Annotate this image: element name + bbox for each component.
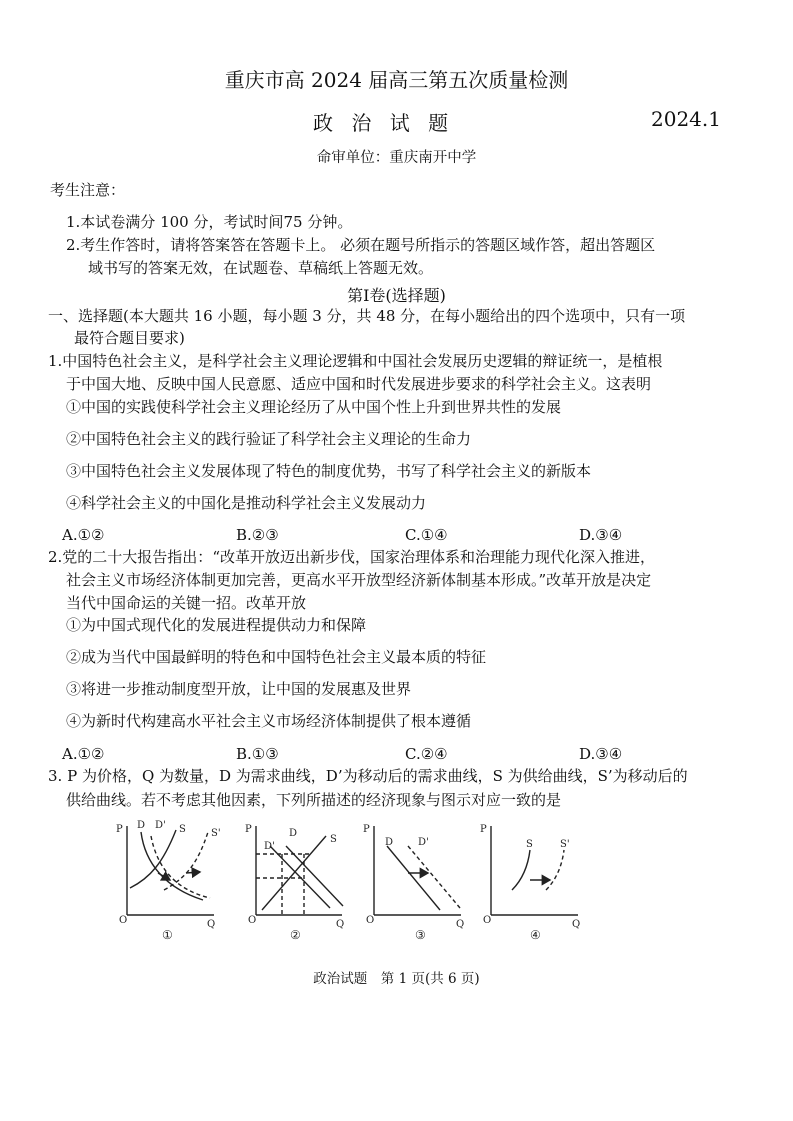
q2-stem-3: 当代中国命运的关键一招。改革开放 xyxy=(66,594,307,612)
notice-item-2: 2.考生作答时，请将答案答在答题卡上。 必须在题号所指示的答题区域作答，超出答题区 xyxy=(66,236,656,254)
fig4-label-s: S xyxy=(526,839,533,850)
fig1-caption: ① xyxy=(162,928,173,942)
q1-statement-1: ①中国的实践使科学社会主义理论经历了从中国个性上升到世界共性的发展 xyxy=(66,398,562,416)
q1-stem-2: 于中国大地、反映中国人民意愿、适应中国和时代发展进步要求的科学社会主义。这表明 xyxy=(66,375,652,393)
q2-statement-3: ③将进一步推动制度型开放，让中国的发展惠及世界 xyxy=(66,680,412,698)
q2-option-a[interactable]: A.①② xyxy=(62,745,105,763)
q2-statement-2: ②成为当代中国最鲜明的特色和中国特色社会主义最本质的特征 xyxy=(66,648,487,666)
q1-option-c[interactable]: C.①④ xyxy=(405,526,448,544)
fig1-label-d2: D' xyxy=(155,820,166,831)
section-intro-1: 一、选择题(本大题共 16 小题，每小题 3 分，共 48 分，在每小题给出的四个选项中，只有一项 xyxy=(48,307,686,325)
fig2-caption: ② xyxy=(290,928,301,942)
q2-option-c[interactable]: C.②④ xyxy=(405,745,448,763)
q1-stem-1: 1.中国特色社会主义，是科学社会主义理论逻辑和中国社会发展历史逻辑的辩证统一，是植根 xyxy=(48,352,663,370)
fig1-axis-q: Q xyxy=(207,919,216,930)
q3-figures xyxy=(0,818,793,948)
q2-option-b[interactable]: B.①③ xyxy=(236,745,279,763)
fig3-caption: ③ xyxy=(415,928,426,942)
fig2-axis-q: Q xyxy=(336,919,345,930)
fig1-label-s2: S' xyxy=(211,828,221,839)
exam-date: 2024.1 xyxy=(651,107,721,131)
fig3-origin: O xyxy=(366,915,375,926)
q1-option-a[interactable]: A.①② xyxy=(62,526,105,544)
fig4-origin: O xyxy=(483,915,492,926)
q1-statement-3: ③中国特色社会主义发展体现了特色的制度优势，书写了科学社会主义的新版本 xyxy=(66,462,592,480)
q2-statement-4: ④为新时代构建高水平社会主义市场经济体制提供了根本遵循 xyxy=(66,712,472,730)
fig1-origin: O xyxy=(119,915,128,926)
fig1-label-d: D xyxy=(137,820,146,831)
fig4-axis-q: Q xyxy=(572,919,581,930)
q3-stem-2: 供给曲线。若不考虑其他因素，下列所描述的经济现象与图示对应一致的是 xyxy=(66,791,562,809)
fig2-origin: O xyxy=(248,915,257,926)
setter-unit: 命审单位：重庆南开中学 xyxy=(316,150,477,166)
fig3-axis-p: P xyxy=(363,824,370,835)
fig4-caption: ④ xyxy=(530,928,541,942)
q1-option-d[interactable]: D.③④ xyxy=(579,526,623,544)
fig1-label-s: S xyxy=(179,824,186,835)
fig3-label-d: D xyxy=(385,837,394,848)
notice-item-1: 1.本试卷满分 100 分，考试时间75 分钟。 xyxy=(66,213,353,231)
fig3-axis-q: Q xyxy=(456,919,465,930)
notice-item-2-cont: 域书写的答案无效，在试题卷、草稿纸上答题无效。 xyxy=(88,259,434,277)
section-title: 第Ⅰ卷(选择题) xyxy=(347,286,446,305)
fig2-axis-p: P xyxy=(245,824,252,835)
fig2-label-d: D xyxy=(289,828,298,839)
fig1-axis-p: P xyxy=(116,824,123,835)
fig4-axis-p: P xyxy=(480,824,487,835)
fig3-label-d2: D' xyxy=(418,837,429,848)
exam-title: 重庆市高 2024 届高三第五次质量检测 xyxy=(224,68,569,92)
q2-stem-1: 2.党的二十大报告指出：“改革开放迈出新步伐，国家治理体系和治理能力现代化深入推进， xyxy=(48,548,655,566)
fig2-label-s: S xyxy=(330,834,337,845)
fig2-label-d2: D' xyxy=(264,841,275,852)
q2-option-d[interactable]: D.③④ xyxy=(579,745,623,763)
q2-stem-2: 社会主义市场经济体制更加完善，更高水平开放型经济新体制基本形成。”改革开放是决定 xyxy=(66,571,652,589)
subject-title: 政 治 试 题 xyxy=(313,111,455,135)
q3-stem-1: 3. P 为价格，Q 为数量，D 为需求曲线，D’为移动后的需求曲线，S 为供给曲线，S’为移动后的 xyxy=(48,767,688,785)
figure-1 xyxy=(127,826,214,915)
q1-option-b[interactable]: B.②③ xyxy=(236,526,279,544)
notice-heading: 考生注意： xyxy=(50,181,126,199)
q1-statement-2: ②中国特色社会主义的践行验证了科学社会主义理论的生命力 xyxy=(66,430,472,448)
page-footer: 政治试题 第 1 页(共 6 页) xyxy=(313,971,480,987)
q2-statement-1: ①为中国式现代化的发展进程提供动力和保障 xyxy=(66,616,367,634)
section-intro-2: 最符合题目要求) xyxy=(74,329,185,347)
fig4-label-s2: S' xyxy=(560,839,570,850)
q1-statement-4: ④科学社会主义的中国化是推动科学社会主义发展动力 xyxy=(66,494,427,512)
